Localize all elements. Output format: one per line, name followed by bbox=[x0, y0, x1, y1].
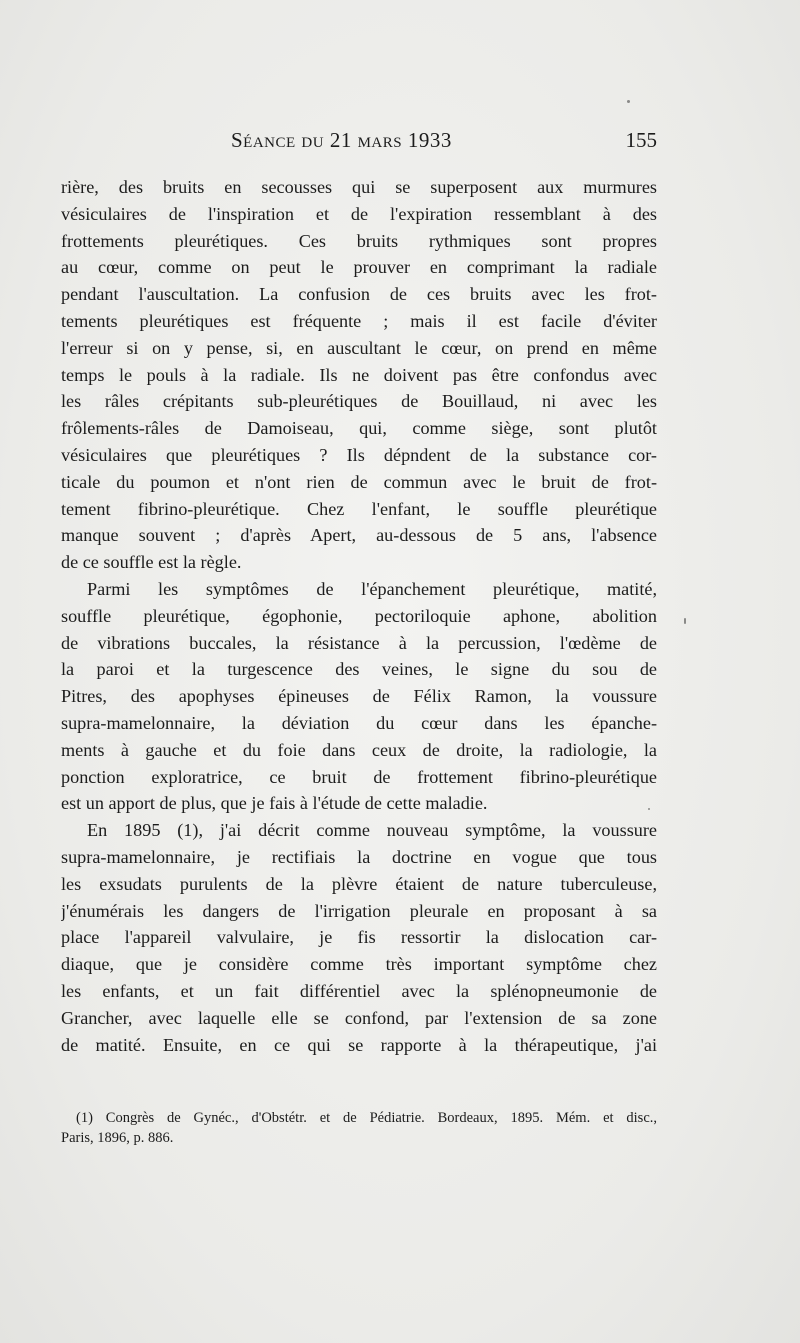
text-line: ments à gauche et du foie dans ceux de droite, la radiologie, la bbox=[61, 739, 657, 760]
paragraph-start-line: En 1895 (1), j'ai décrit comme nouveau symptôme, la voussure bbox=[87, 820, 657, 841]
footnote-line: (1) Congrès de Gynéc., d'Obstétr. et de Pédiatrie. Bordeaux, 1895. Mém. et disc., bbox=[76, 1110, 657, 1126]
body-text bbox=[61, 174, 657, 1058]
text-line: tement fibrino-pleurétique. Chez l'enfant, le souffle pleurétique bbox=[61, 498, 657, 519]
text-line: les enfants, et un fait différentiel avec la splénopneumonie de bbox=[61, 980, 657, 1001]
paper-speck bbox=[627, 100, 630, 103]
text-line: temps le pouls à la radiale. Ils ne doivent pas être confondus avec bbox=[61, 364, 657, 385]
text-line: frottements pleurétiques. Ces bruits rythmiques sont propres bbox=[61, 230, 657, 251]
text-line: les exsudats purulents de la plèvre étaient de nature tuberculeuse, bbox=[61, 873, 657, 894]
text-line: ponction exploratrice, ce bruit de frottement fibrino-pleurétique bbox=[61, 766, 657, 787]
paragraph-start-line: Parmi les symptômes de l'épanchement pleurétique, matité, bbox=[87, 578, 657, 599]
text-line: tements pleurétiques est fréquente ; mais il est facile d'éviter bbox=[61, 310, 657, 331]
text-line: supra-mamelonnaire, la déviation du cœur dans les épanche- bbox=[61, 712, 657, 733]
text-line: les râles crépitants sub-pleurétiques de Bouillaud, ni avec les bbox=[61, 391, 657, 412]
page-number: 155 bbox=[625, 128, 657, 152]
paragraph-end-line: de ce souffle est la règle. bbox=[61, 552, 242, 573]
text-line: place l'appareil valvulaire, je fis ressortir la dislocation car- bbox=[61, 927, 657, 948]
text-line: souffle pleurétique, égophonie, pectoriloquie aphone, abolition bbox=[61, 605, 657, 626]
page-header bbox=[61, 128, 657, 158]
paragraph-end-line: est un apport de plus, que je fais à l'étude de cette maladie. bbox=[61, 793, 488, 814]
text-line: frôlements-râles de Damoiseau, qui, comme siège, sont plutôt bbox=[61, 418, 657, 439]
text-line: l'erreur si on y pense, si, en auscultant le cœur, on prend en même bbox=[61, 337, 657, 358]
text-line: manque souvent ; d'après Apert, au-dessous de 5 ans, l'absence bbox=[61, 525, 657, 546]
text-line: ticale du poumon et n'ont rien de commun avec le bruit de frot- bbox=[61, 471, 657, 492]
text-line: Pitres, des apophyses épineuses de Félix Ramon, la voussure bbox=[61, 686, 657, 707]
footnote-line: Paris, 1896, p. 886. bbox=[61, 1130, 174, 1146]
text-line: pendant l'auscultation. La confusion de ces bruits avec les frot- bbox=[61, 284, 657, 305]
running-title: Séance du 21 mars 1933 bbox=[231, 128, 452, 152]
text-line: rière, des bruits en secousses qui se superposent aux murmures bbox=[61, 177, 657, 197]
text-line: la paroi et la turgescence des veines, le signe du sou de bbox=[61, 659, 657, 680]
text-line: j'énumérais les dangers de l'irrigation pleurale en proposant à sa bbox=[61, 900, 657, 921]
text-line: diaque, que je considère comme très important symptôme chez bbox=[61, 954, 657, 975]
text-line: de vibrations buccales, la résistance à la percussion, l'œdème de bbox=[61, 632, 657, 653]
text-line: vésiculaires de l'inspiration et de l'expiration ressemblant à des bbox=[61, 203, 657, 224]
footnotes bbox=[61, 1108, 657, 1148]
text-line: Grancher, avec laquelle elle se confond, par l'extension de sa zone bbox=[61, 1007, 657, 1028]
text-line: supra-mamelonnaire, je rectifiais la doctrine en vogue que tous bbox=[61, 846, 657, 867]
paper-speck bbox=[648, 808, 650, 810]
paper-speck bbox=[684, 618, 686, 624]
text-line: de matité. Ensuite, en ce qui se rapporte à la thérapeutique, j'ai bbox=[61, 1034, 657, 1055]
text-line: au cœur, comme on peut le prouver en comprimant la radiale bbox=[61, 257, 657, 278]
text-line: vésiculaires que pleurétiques ? Ils dépndent de la substance cor- bbox=[61, 444, 657, 465]
